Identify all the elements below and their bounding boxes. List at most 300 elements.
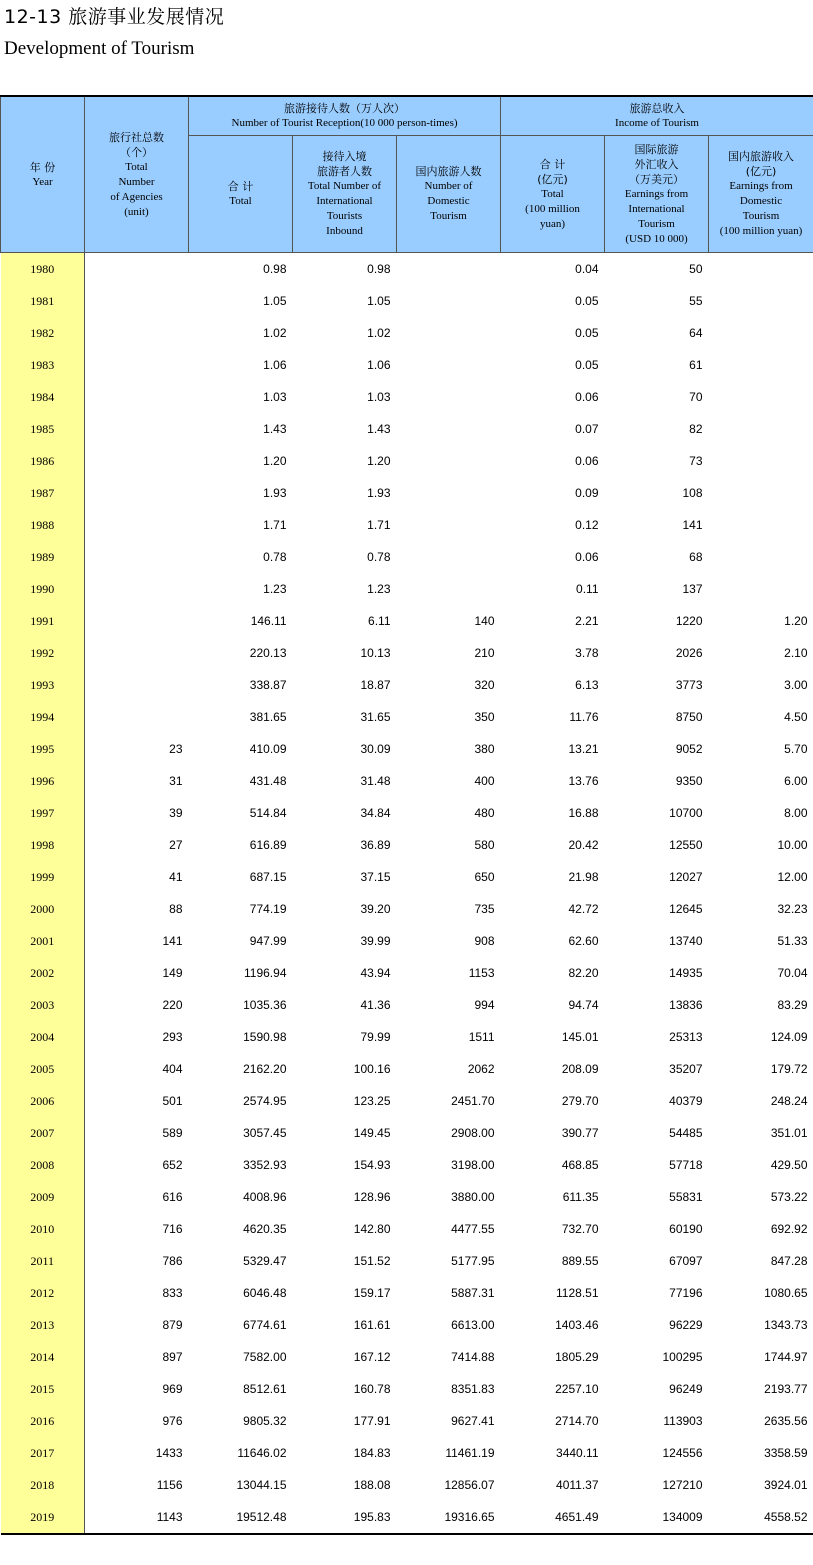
intl-earnings-cell: 9052 (675, 742, 703, 756)
intl-earnings-cell: 54485 (669, 1126, 703, 1140)
reception-total-cell: 1.71 (263, 518, 287, 532)
reception-total-cell: 7582.00 (243, 1350, 287, 1364)
agencies-cell: 1143 (85, 1501, 189, 1534)
inbound-cell: 128.96 (353, 1190, 391, 1204)
table-row (1, 893, 813, 925)
reception-total-cell: 514.84 (249, 806, 287, 820)
domestic-tourists-cell (397, 445, 501, 477)
domestic-tourists-cell: 1153 (468, 966, 495, 980)
intl-earnings-cell: 67097 (669, 1254, 703, 1268)
agencies-cell: 1156 (156, 1478, 183, 1492)
domestic-earnings-cell: 3358.59 (764, 1446, 808, 1460)
reception-total-cell: 4620.35 (243, 1222, 287, 1236)
inbound-cell: 1.20 (367, 454, 391, 468)
inbound-cell: 160.78 (353, 1382, 391, 1396)
income-total-cell: 208.09 (561, 1062, 599, 1076)
table-row (1, 765, 813, 797)
domestic-tourists-cell: 2908.00 (451, 1126, 495, 1140)
domestic-earnings-cell (709, 541, 813, 573)
year-cell: 1985 (1, 413, 85, 445)
income-total-cell: 3.78 (575, 646, 599, 660)
reception-total-cell: 19512.48 (189, 1501, 293, 1534)
domestic-earnings-cell: 1744.97 (764, 1350, 808, 1364)
year-cell: 1982 (1, 317, 85, 349)
table-row (1, 413, 813, 445)
income-total-cell: 0.06 (575, 550, 599, 564)
reception-total-cell: 13044.15 (236, 1478, 287, 1492)
table-row (1, 605, 813, 637)
table-row (1, 925, 813, 957)
year-cell: 2017 (1, 1437, 85, 1469)
intl-earnings-cell: 61 (689, 358, 703, 372)
domestic-earnings-cell: 4.50 (784, 710, 808, 724)
domestic-earnings-cell: 5.70 (784, 742, 808, 756)
page-title-cn: 12-13 旅游事业发展情况 (4, 6, 225, 28)
agencies-cell (85, 573, 189, 605)
inbound-cell: 100.16 (353, 1062, 391, 1076)
domestic-earnings-cell: 70.04 (777, 966, 808, 980)
header-year: 年 份 Year (1, 96, 85, 253)
domestic-earnings-cell (709, 445, 813, 477)
page-title-en: Development of Tourism (4, 38, 195, 59)
reception-total-cell: 0.98 (263, 262, 287, 276)
reception-total-cell: 1.43 (263, 422, 287, 436)
domestic-tourists-cell: 210 (474, 646, 495, 660)
income-total-cell: 0.06 (575, 390, 599, 404)
reception-total-cell: 381.65 (249, 710, 287, 724)
agencies-cell: 88 (169, 902, 183, 916)
intl-earnings-cell: 9350 (675, 774, 703, 788)
income-total-cell: 0.09 (575, 486, 599, 500)
income-total-cell: 3440.11 (556, 1446, 599, 1460)
reception-total-cell: 1196.94 (244, 966, 287, 980)
domestic-earnings-cell (709, 317, 813, 349)
agencies-cell (85, 285, 189, 317)
domestic-earnings-cell: 847.28 (770, 1254, 808, 1268)
agencies-cell (85, 381, 189, 413)
domestic-earnings-cell (709, 413, 813, 445)
agencies-cell: 879 (162, 1318, 183, 1332)
reception-total-cell: 774.19 (249, 902, 287, 916)
year-cell: 1989 (1, 541, 85, 573)
intl-earnings-cell: 137 (682, 582, 703, 596)
inbound-cell: 1.02 (367, 326, 391, 340)
year-cell: 1984 (1, 381, 85, 413)
domestic-earnings-cell (709, 253, 813, 286)
table-row (1, 1341, 813, 1373)
header-reception: 旅游接待人数（万人次） Number of Tourist Reception(10 000 person-times) (189, 96, 501, 136)
table-row (1, 701, 813, 733)
reception-total-cell: 146.11 (250, 614, 287, 628)
domestic-tourists-cell: 400 (474, 774, 495, 788)
domestic-earnings-cell: 6.00 (784, 774, 808, 788)
inbound-cell: 142.80 (353, 1222, 391, 1236)
income-total-cell: 611.35 (562, 1190, 599, 1204)
domestic-tourists-cell: 994 (474, 998, 495, 1012)
domestic-tourists-cell: 7414.88 (451, 1350, 495, 1364)
agencies-cell: 897 (162, 1350, 183, 1364)
inbound-cell: 10.13 (360, 646, 391, 660)
reception-total-cell: 431.48 (249, 774, 287, 788)
reception-total-cell: 616.89 (249, 838, 287, 852)
agencies-cell: 833 (162, 1286, 183, 1300)
inbound-cell: 36.89 (360, 838, 391, 852)
intl-earnings-cell: 35207 (669, 1062, 703, 1076)
reception-total-cell: 9805.32 (243, 1414, 287, 1428)
agencies-cell: 786 (162, 1254, 183, 1268)
income-total-cell: 21.98 (568, 870, 599, 884)
inbound-cell: 41.36 (360, 998, 391, 1012)
table-row (1, 989, 813, 1021)
reception-total-cell: 11646.02 (237, 1446, 287, 1460)
inbound-cell: 177.91 (353, 1414, 391, 1428)
agencies-cell (85, 701, 189, 733)
domestic-earnings-cell (709, 573, 813, 605)
year-cell: 1988 (1, 509, 85, 541)
domestic-earnings-cell: 179.72 (770, 1062, 808, 1076)
year-cell: 2015 (1, 1373, 85, 1405)
agencies-cell (85, 605, 189, 637)
domestic-tourists-cell (397, 541, 501, 573)
reception-total-cell: 947.99 (249, 934, 287, 948)
table-row (1, 1469, 813, 1501)
agencies-cell: 293 (162, 1030, 183, 1044)
inbound-cell: 167.12 (353, 1350, 391, 1364)
intl-earnings-cell: 108 (682, 486, 703, 500)
income-total-cell: 468.85 (561, 1158, 599, 1172)
year-cell: 1986 (1, 445, 85, 477)
income-total-cell: 1128.51 (556, 1286, 599, 1300)
income-total-cell: 145.01 (561, 1030, 599, 1044)
income-total-cell: 2714.70 (555, 1414, 599, 1428)
reception-total-cell: 2162.20 (243, 1062, 287, 1076)
reception-total-cell: 0.78 (263, 550, 287, 564)
domestic-tourists-cell (397, 477, 501, 509)
domestic-tourists-cell: 1511 (468, 1030, 495, 1044)
inbound-cell: 34.84 (360, 806, 391, 820)
agencies-cell (85, 349, 189, 381)
inbound-cell: 159.17 (353, 1286, 391, 1300)
domestic-tourists-cell: 11461.19 (445, 1446, 495, 1460)
agencies-cell (85, 253, 189, 286)
agencies-cell: 27 (169, 838, 183, 852)
domestic-tourists-cell: 12856.07 (444, 1478, 495, 1492)
domestic-earnings-cell (709, 381, 813, 413)
agencies-cell: 976 (162, 1414, 183, 1428)
inbound-cell: 37.15 (360, 870, 391, 884)
year-cell: 2009 (1, 1181, 85, 1213)
table-row (1, 1181, 813, 1213)
year-cell: 1998 (1, 829, 85, 861)
agencies-cell: 716 (162, 1222, 183, 1236)
year-cell: 2019 (1, 1501, 85, 1534)
inbound-cell: 1.06 (367, 358, 391, 372)
income-total-cell: 2.21 (575, 614, 599, 628)
inbound-cell: 39.20 (360, 902, 391, 916)
table-row (1, 285, 813, 317)
agencies-cell: 404 (162, 1062, 183, 1076)
agencies-cell (85, 317, 189, 349)
agencies-cell (85, 413, 189, 445)
income-total-cell: 42.72 (568, 902, 599, 916)
inbound-cell: 195.83 (293, 1501, 397, 1534)
year-cell: 2004 (1, 1021, 85, 1053)
income-total-cell: 62.60 (568, 934, 599, 948)
reception-total-cell: 1590.98 (243, 1030, 287, 1044)
year-cell: 1987 (1, 477, 85, 509)
reception-total-cell: 3352.93 (243, 1158, 287, 1172)
reception-total-cell: 8512.61 (243, 1382, 287, 1396)
agencies-cell: 149 (162, 966, 183, 980)
reception-total-cell: 1.06 (263, 358, 287, 372)
table-row (1, 669, 813, 701)
inbound-cell: 0.78 (367, 550, 391, 564)
income-total-cell: 82.20 (568, 966, 599, 980)
income-total-cell: 0.05 (575, 326, 599, 340)
domestic-tourists-cell: 380 (474, 742, 495, 756)
domestic-tourists-cell: 5177.95 (451, 1254, 495, 1268)
table-row (1, 1405, 813, 1437)
intl-earnings-cell: 124556 (662, 1446, 703, 1460)
agencies-cell (85, 541, 189, 573)
inbound-cell: 18.87 (360, 678, 391, 692)
header-income-international: 国际旅游 外汇收入 （万美元） Earnings from International Tourism (USD 10 000) (605, 136, 709, 253)
intl-earnings-cell: 96249 (669, 1382, 703, 1396)
table-row (1, 861, 813, 893)
year-cell: 2016 (1, 1405, 85, 1437)
domestic-earnings-cell: 351.01 (770, 1126, 808, 1140)
table-row (1, 1373, 813, 1405)
year-cell: 2001 (1, 925, 85, 957)
table-row (1, 509, 813, 541)
table-row (1, 573, 813, 605)
domestic-tourists-cell (397, 317, 501, 349)
domestic-tourists-cell: 650 (474, 870, 495, 884)
tourism-table (0, 95, 813, 1535)
agencies-cell: 141 (162, 934, 183, 948)
domestic-tourists-cell: 6613.00 (451, 1318, 495, 1332)
table-row (1, 253, 813, 286)
header-agencies: 旅行社总数 （个） Total Number of Agencies (unit) (85, 96, 189, 253)
reception-total-cell: 6046.48 (243, 1286, 287, 1300)
header-reception-inbound: 接待入境 旅游者人数 Total Number of International Tourists Inbound (293, 136, 397, 253)
table-row (1, 1053, 813, 1085)
intl-earnings-cell: 12027 (669, 870, 703, 884)
table-row (1, 797, 813, 829)
reception-total-cell: 6774.61 (243, 1318, 287, 1332)
header-reception-total: 合 计 Total (189, 136, 293, 253)
domestic-earnings-cell: 8.00 (784, 806, 808, 820)
income-total-cell: 0.05 (575, 358, 599, 372)
table-row (1, 637, 813, 669)
domestic-tourists-cell (397, 413, 501, 445)
reception-total-cell: 410.09 (249, 742, 287, 756)
agencies-cell (85, 509, 189, 541)
intl-earnings-cell: 2026 (675, 646, 703, 660)
domestic-earnings-cell: 3.00 (784, 678, 808, 692)
agencies-cell: 23 (169, 742, 183, 756)
year-cell: 2010 (1, 1213, 85, 1245)
year-cell: 2018 (1, 1469, 85, 1501)
intl-earnings-cell: 100295 (662, 1350, 703, 1364)
table-row (1, 733, 813, 765)
income-total-cell: 1805.29 (555, 1350, 599, 1364)
domestic-earnings-cell: 1.20 (784, 614, 808, 628)
agencies-cell: 39 (169, 806, 183, 820)
domestic-earnings-cell: 248.24 (770, 1094, 808, 1108)
domestic-tourists-cell: 9627.41 (451, 1414, 495, 1428)
income-total-cell: 0.04 (575, 262, 599, 276)
income-total-cell: 20.42 (568, 838, 599, 852)
table-row (1, 1149, 813, 1181)
income-total-cell: 2257.10 (555, 1382, 599, 1396)
reception-total-cell: 1035.36 (243, 998, 287, 1012)
domestic-earnings-cell: 1080.65 (764, 1286, 808, 1300)
inbound-cell: 1.23 (367, 582, 391, 596)
domestic-tourists-cell (397, 381, 501, 413)
intl-earnings-cell: 70 (689, 390, 703, 404)
inbound-cell: 79.99 (360, 1030, 391, 1044)
inbound-cell: 184.83 (353, 1446, 391, 1460)
domestic-tourists-cell: 320 (474, 678, 495, 692)
table-row (1, 1437, 813, 1469)
domestic-earnings-cell: 1343.73 (764, 1318, 808, 1332)
domestic-tourists-cell: 8351.83 (451, 1382, 495, 1396)
year-cell: 1991 (1, 605, 85, 637)
intl-earnings-cell: 40379 (669, 1094, 703, 1108)
intl-earnings-cell: 113903 (663, 1414, 703, 1428)
inbound-cell: 149.45 (353, 1126, 391, 1140)
agencies-cell (85, 445, 189, 477)
domestic-earnings-cell: 4558.52 (709, 1501, 813, 1534)
domestic-earnings-cell: 83.29 (777, 998, 808, 1012)
table-row (1, 381, 813, 413)
inbound-cell: 161.61 (353, 1318, 391, 1332)
reception-total-cell: 1.20 (263, 454, 287, 468)
intl-earnings-cell: 64 (689, 326, 703, 340)
income-total-cell: 11.76 (569, 710, 599, 724)
table-row (1, 1213, 813, 1245)
income-total-cell: 0.05 (575, 294, 599, 308)
intl-earnings-cell: 14935 (669, 966, 703, 980)
table-row (1, 957, 813, 989)
domestic-earnings-cell (709, 285, 813, 317)
table-body (1, 253, 813, 1535)
domestic-earnings-cell: 12.00 (777, 870, 808, 884)
table-row (1, 1501, 813, 1534)
income-total-cell: 6.13 (575, 678, 599, 692)
reception-total-cell: 220.13 (249, 646, 287, 660)
reception-total-cell: 1.02 (263, 326, 287, 340)
domestic-earnings-cell (709, 509, 813, 541)
income-total-cell: 0.07 (575, 422, 599, 436)
agencies-cell (85, 669, 189, 701)
income-total-cell: 0.06 (575, 454, 599, 468)
intl-earnings-cell: 50 (689, 262, 703, 276)
domestic-tourists-cell: 140 (474, 614, 495, 628)
year-cell: 1995 (1, 733, 85, 765)
year-cell: 2002 (1, 957, 85, 989)
inbound-cell: 123.25 (353, 1094, 391, 1108)
domestic-earnings-cell (709, 477, 813, 509)
table-row (1, 349, 813, 381)
domestic-earnings-cell: 2.10 (784, 646, 808, 660)
intl-earnings-cell: 68 (689, 550, 703, 564)
reception-total-cell: 1.05 (263, 294, 287, 308)
domestic-tourists-cell: 3198.00 (451, 1158, 495, 1172)
intl-earnings-cell: 10700 (669, 806, 703, 820)
agencies-cell: 589 (162, 1126, 183, 1140)
inbound-cell: 1.03 (367, 390, 391, 404)
intl-earnings-cell: 1220 (675, 614, 703, 628)
table-row (1, 1085, 813, 1117)
year-cell: 2006 (1, 1085, 85, 1117)
inbound-cell: 1.93 (367, 486, 391, 500)
year-cell: 1992 (1, 637, 85, 669)
year-cell: 1997 (1, 797, 85, 829)
domestic-tourists-cell: 580 (474, 838, 495, 852)
domestic-tourists-cell: 735 (474, 902, 495, 916)
header-income-domestic: 国内旅游收入 (亿元) Earnings from Domestic Tourism (100 million yuan) (709, 136, 813, 253)
inbound-cell: 151.52 (353, 1254, 391, 1268)
domestic-tourists-cell: 2451.70 (451, 1094, 495, 1108)
year-cell: 2005 (1, 1053, 85, 1085)
intl-earnings-cell: 3773 (675, 678, 703, 692)
reception-total-cell: 687.15 (249, 870, 287, 884)
agencies-cell: 1433 (155, 1446, 183, 1460)
table-row (1, 1117, 813, 1149)
domestic-earnings-cell: 10.00 (777, 838, 808, 852)
intl-earnings-cell: 13836 (669, 998, 703, 1012)
domestic-earnings-cell: 3924.01 (764, 1478, 808, 1492)
header-income-total: 合 计 (亿元) Total (100 million yuan) (501, 136, 605, 253)
year-cell: 1990 (1, 573, 85, 605)
agencies-cell: 41 (169, 870, 183, 884)
income-total-cell: 94.74 (568, 998, 599, 1012)
domestic-tourists-cell: 2062 (467, 1062, 495, 1076)
income-total-cell: 4651.49 (501, 1501, 605, 1534)
intl-earnings-cell: 8750 (675, 710, 703, 724)
domestic-tourists-cell (397, 573, 501, 605)
reception-total-cell: 2574.95 (243, 1094, 287, 1108)
year-cell: 2013 (1, 1309, 85, 1341)
year-cell: 1994 (1, 701, 85, 733)
income-total-cell: 0.11 (576, 582, 599, 596)
domestic-tourists-cell (397, 285, 501, 317)
income-total-cell: 279.70 (561, 1094, 599, 1108)
year-cell: 1999 (1, 861, 85, 893)
reception-total-cell: 5329.47 (243, 1254, 287, 1268)
inbound-cell: 1.05 (367, 294, 391, 308)
header-income: 旅游总收入 Income of Tourism (501, 96, 813, 136)
reception-total-cell: 1.93 (263, 486, 287, 500)
domestic-tourists-cell: 19316.65 (397, 1501, 501, 1534)
inbound-cell: 1.71 (367, 518, 391, 532)
income-total-cell: 390.77 (561, 1126, 599, 1140)
inbound-cell: 6.11 (368, 614, 391, 628)
reception-total-cell: 1.03 (263, 390, 287, 404)
intl-earnings-cell: 57718 (669, 1158, 703, 1172)
domestic-tourists-cell: 908 (474, 934, 495, 948)
year-cell: 2000 (1, 893, 85, 925)
income-total-cell: 889.55 (561, 1254, 599, 1268)
year-cell: 2011 (1, 1245, 85, 1277)
year-cell: 1996 (1, 765, 85, 797)
agencies-cell: 31 (169, 774, 183, 788)
domestic-tourists-cell: 350 (474, 710, 495, 724)
domestic-earnings-cell: 32.23 (777, 902, 808, 916)
inbound-cell: 31.48 (360, 774, 391, 788)
